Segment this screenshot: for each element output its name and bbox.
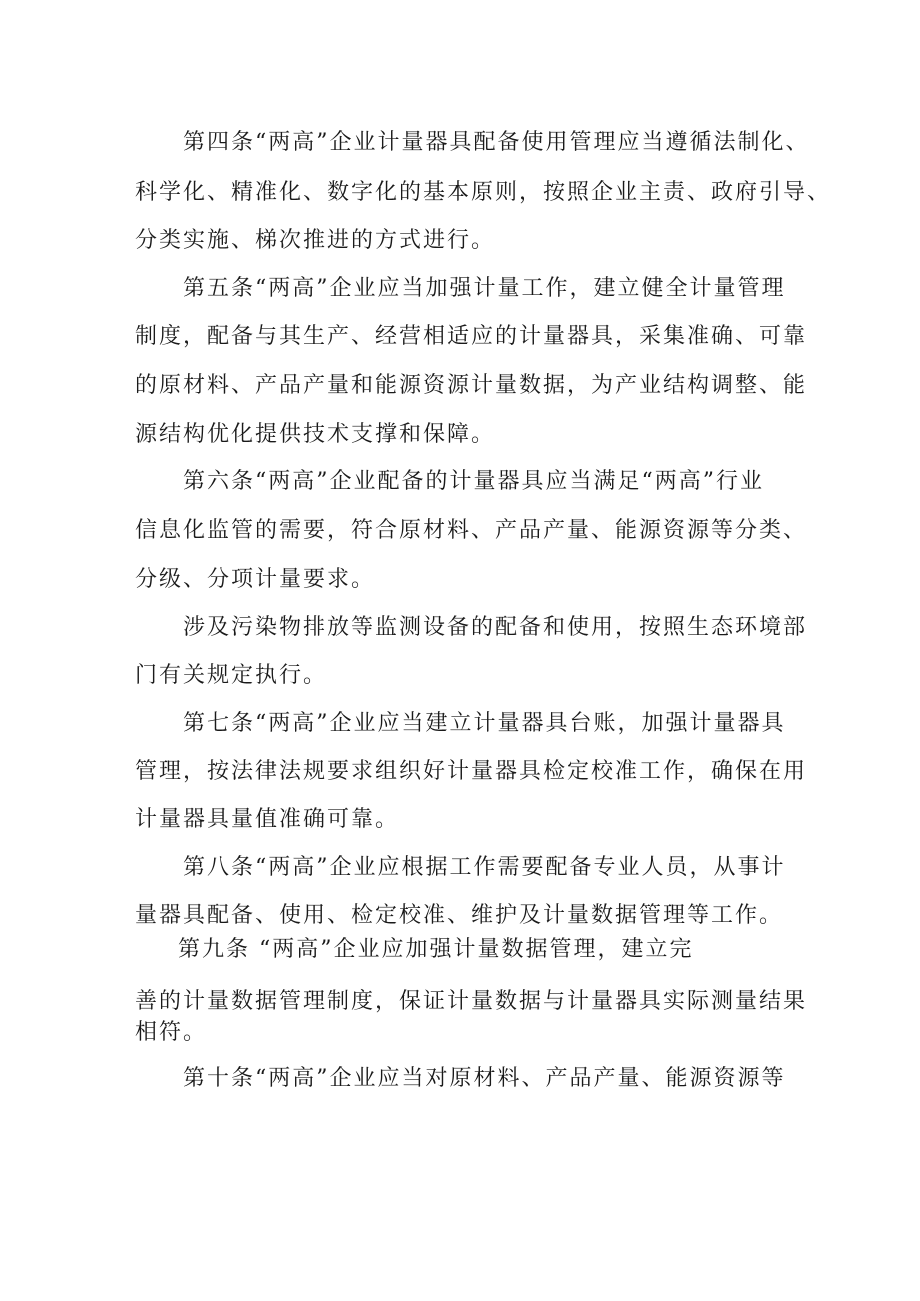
- article-5-line-3: 的原材料、产品产量和能源资源计量数据，为产业结构调整、能: [135, 373, 808, 398]
- article-7-line-1: 第七条“两高”企业应当建立计量器具台账，加强计量器具: [183, 711, 786, 736]
- article-9-line-2: 善的计量数据管理制度，保证计量数据与计量器具实际测量结果: [135, 989, 808, 1014]
- article-5-line-4: 源结构优化提供技术支撑和保障。: [135, 422, 496, 447]
- article-6-line-3: 分级、分项计量要求。: [135, 567, 376, 592]
- article-5-line-1: 第五条“两高”企业应当加强计量工作，建立健全计量管理: [183, 276, 786, 301]
- pollution-line-2: 门有关规定执行。: [135, 663, 328, 688]
- article-6-line-2: 信息化监管的需要，符合原材料、产品产量、能源资源等分类、: [135, 518, 808, 543]
- article-8-line-2: 量器具配备、使用、检定校准、维护及计量数据管理等工作。: [135, 903, 784, 928]
- article-8-line-1: 第八条“两高”企业应根据工作需要配备专业人员，从事计: [183, 855, 786, 880]
- article-7-line-2: 管理，按法律法规要求组织好计量器具检定校准工作，确保在用: [135, 759, 808, 784]
- article-9-line-3: 相符。: [135, 1020, 208, 1045]
- article-6-line-1: 第六条“两高”企业配备的计量器具应当满足“两高”行业: [183, 469, 764, 494]
- article-4-line-1: 第四条“两高”企业计量器具配备使用管理应当遵循法制化、: [183, 130, 810, 155]
- article-7-line-3: 计量器具量值准确可靠。: [135, 807, 400, 832]
- article-5-line-2: 制度，配备与其生产、经营相适应的计量器具，采集准确、可靠: [135, 324, 808, 349]
- article-10-line-1: 第十条“两高”企业应当对原材料、产品产量、能源资源等: [183, 1066, 786, 1091]
- article-4-line-3: 分类实施、梯次推进的方式进行。: [135, 228, 496, 253]
- article-9-line-1: 第九条 “两高”企业应加强计量数据管理，建立完: [178, 937, 694, 962]
- pollution-line-1: 涉及污染物排放等监测设备的配备和使用，按照生态环境部: [183, 615, 808, 640]
- article-4-line-2: 科学化、精准化、数字化的基本原则，按照企业主责、政府引导、: [135, 180, 832, 205]
